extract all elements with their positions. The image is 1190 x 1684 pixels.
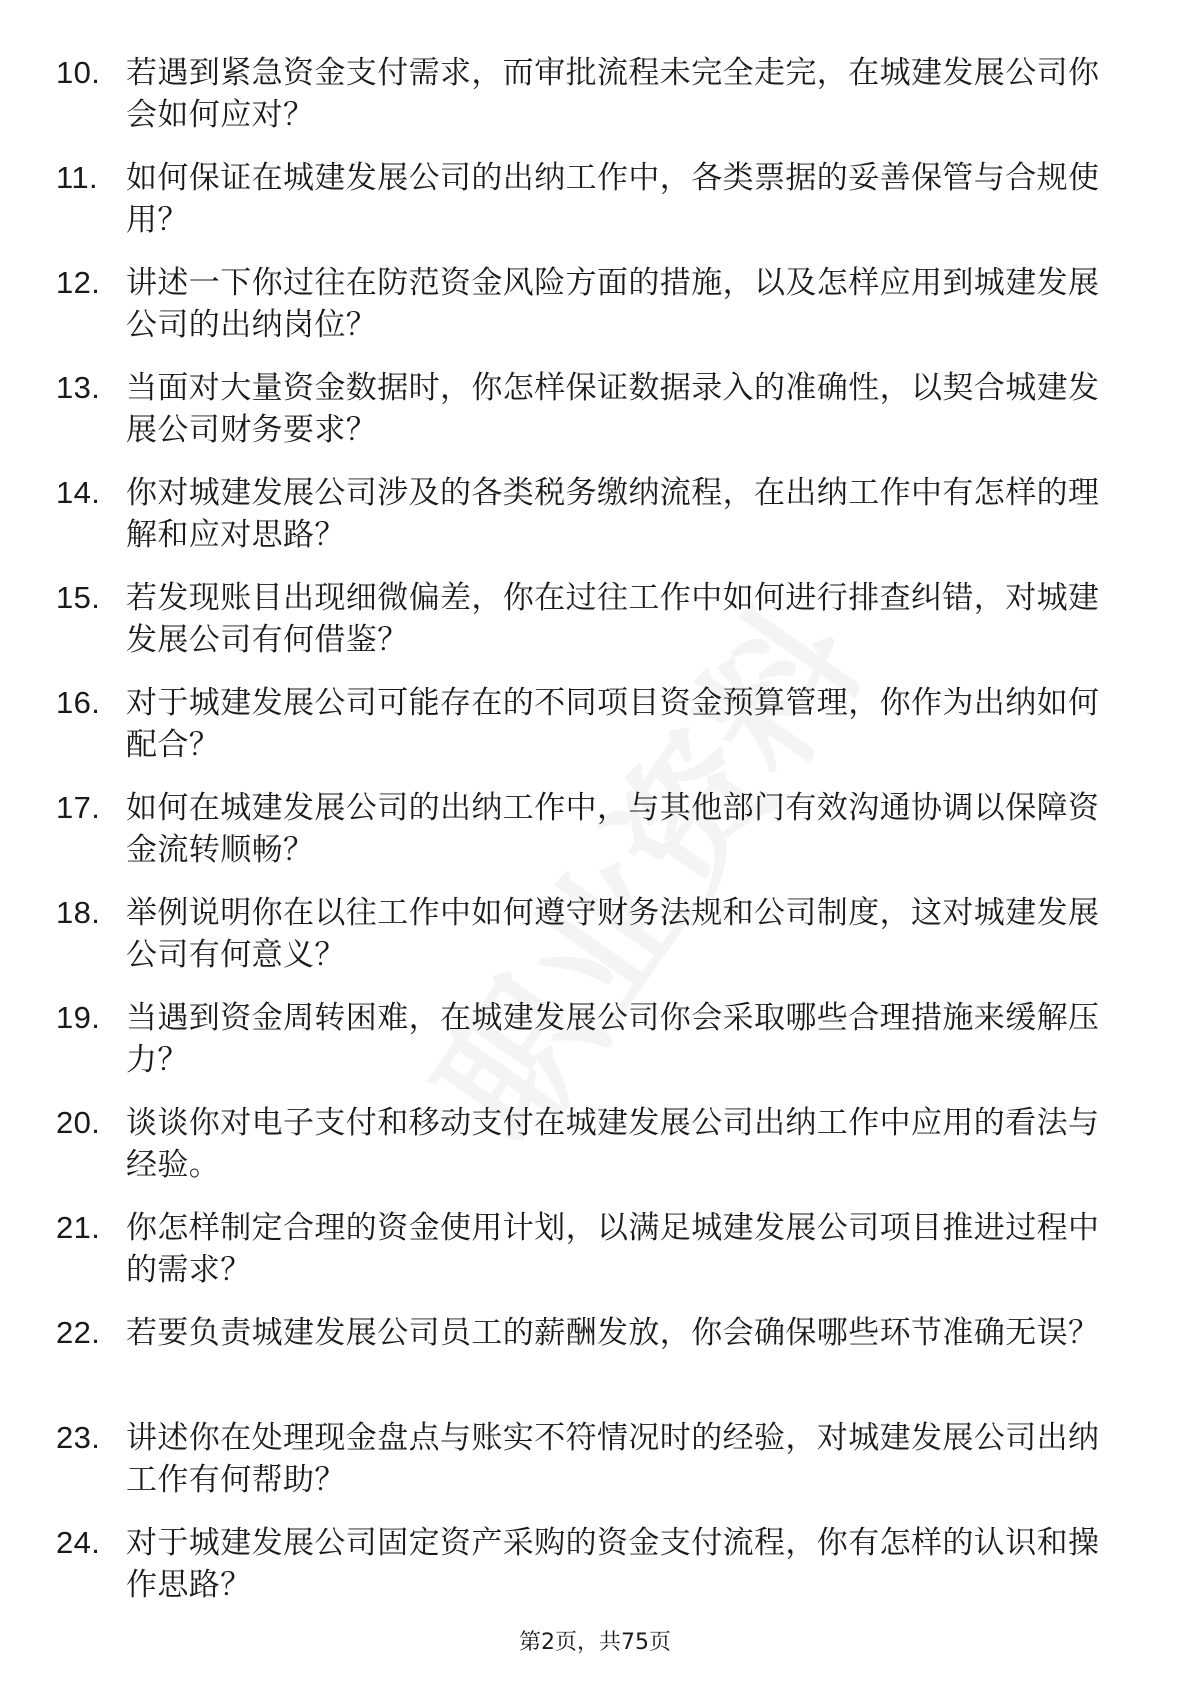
question-text: 谈谈你对电子支付和移动支付在城建发展公司出纳工作中应用的看法与经验。: [126, 1105, 1100, 1183]
page-footer: 第2页，共75页: [519, 1630, 671, 1655]
question-number: 21.: [56, 1210, 101, 1245]
question-text: 如何保证在城建发展公司的出纳工作中，各类票据的妥善保管与合规使用？: [126, 160, 1100, 238]
question-text: 若遇到紧急资金支付需求，而审批流程未完全走完，在城建发展公司你会如何应对？: [126, 55, 1100, 133]
question-number: 18.: [56, 895, 101, 930]
question-text: 讲述你在处理现金盘点与账实不符情况时的经验，对城建发展公司出纳工作有何帮助？: [126, 1420, 1100, 1498]
question-text: 你怎样制定合理的资金使用计划，以满足城建发展公司项目推进过程中的需求？: [126, 1210, 1100, 1288]
question-text: 若要负责城建发展公司员工的薪酬发放，你会确保哪些环节准确无误？: [126, 1315, 1100, 1351]
question-number: 12.: [56, 265, 101, 300]
question-text: 如何在城建发展公司的出纳工作中，与其他部门有效沟通协调以保障资金流转顺畅？: [126, 790, 1100, 868]
question-item: [56, 1522, 1116, 1627]
question-number: 13.: [56, 370, 101, 405]
question-item: [56, 1102, 1116, 1207]
question-item: [56, 1207, 1116, 1312]
question-item: [56, 682, 1116, 787]
question-number: 23.: [56, 1420, 101, 1455]
question-text: 讲述一下你过往在防范资金风险方面的措施，以及怎样应用到城建发展公司的出纳岗位？: [126, 265, 1100, 343]
question-item: [56, 157, 1116, 262]
question-text: 若发现账目出现细微偏差，你在过往工作中如何进行排查纠错，对城建发展公司有何借鉴？: [126, 580, 1100, 658]
question-item: [56, 367, 1116, 472]
question-text: 对于城建发展公司固定资产采购的资金支付流程，你有怎样的认识和操作思路？: [126, 1525, 1100, 1603]
question-text: 你对城建发展公司涉及的各类税务缴纳流程，在出纳工作中有怎样的理解和应对思路？: [126, 475, 1100, 553]
question-text: 当面对大量资金数据时，你怎样保证数据录入的准确性，以契合城建发展公司财务要求？: [126, 370, 1100, 448]
question-item: [56, 472, 1116, 577]
question-item: [56, 52, 1116, 157]
question-item: [56, 262, 1116, 367]
question-number: 15.: [56, 580, 101, 615]
question-item: [56, 1312, 1116, 1417]
question-number: 22.: [56, 1315, 101, 1350]
question-item: [56, 1417, 1116, 1522]
question-number: 24.: [56, 1525, 101, 1560]
question-item: [56, 892, 1116, 997]
question-number: 17.: [56, 790, 101, 825]
question-text: 当遇到资金周转困难，在城建发展公司你会采取哪些合理措施来缓解压力？: [126, 1000, 1100, 1078]
question-item: [56, 787, 1116, 892]
question-number: 14.: [56, 475, 101, 510]
question-list: [56, 52, 1116, 1627]
question-number: 11.: [56, 160, 98, 195]
question-item: [56, 997, 1116, 1102]
question-number: 16.: [56, 685, 101, 720]
question-number: 10.: [56, 55, 101, 90]
question-item: [56, 577, 1116, 682]
question-text: 举例说明你在以往工作中如何遵守财务法规和公司制度，这对城建发展公司有何意义？: [126, 895, 1100, 973]
question-number: 20.: [56, 1105, 101, 1140]
question-number: 19.: [56, 1000, 101, 1035]
question-text: 对于城建发展公司可能存在的不同项目资金预算管理，你作为出纳如何配合？: [126, 685, 1100, 763]
